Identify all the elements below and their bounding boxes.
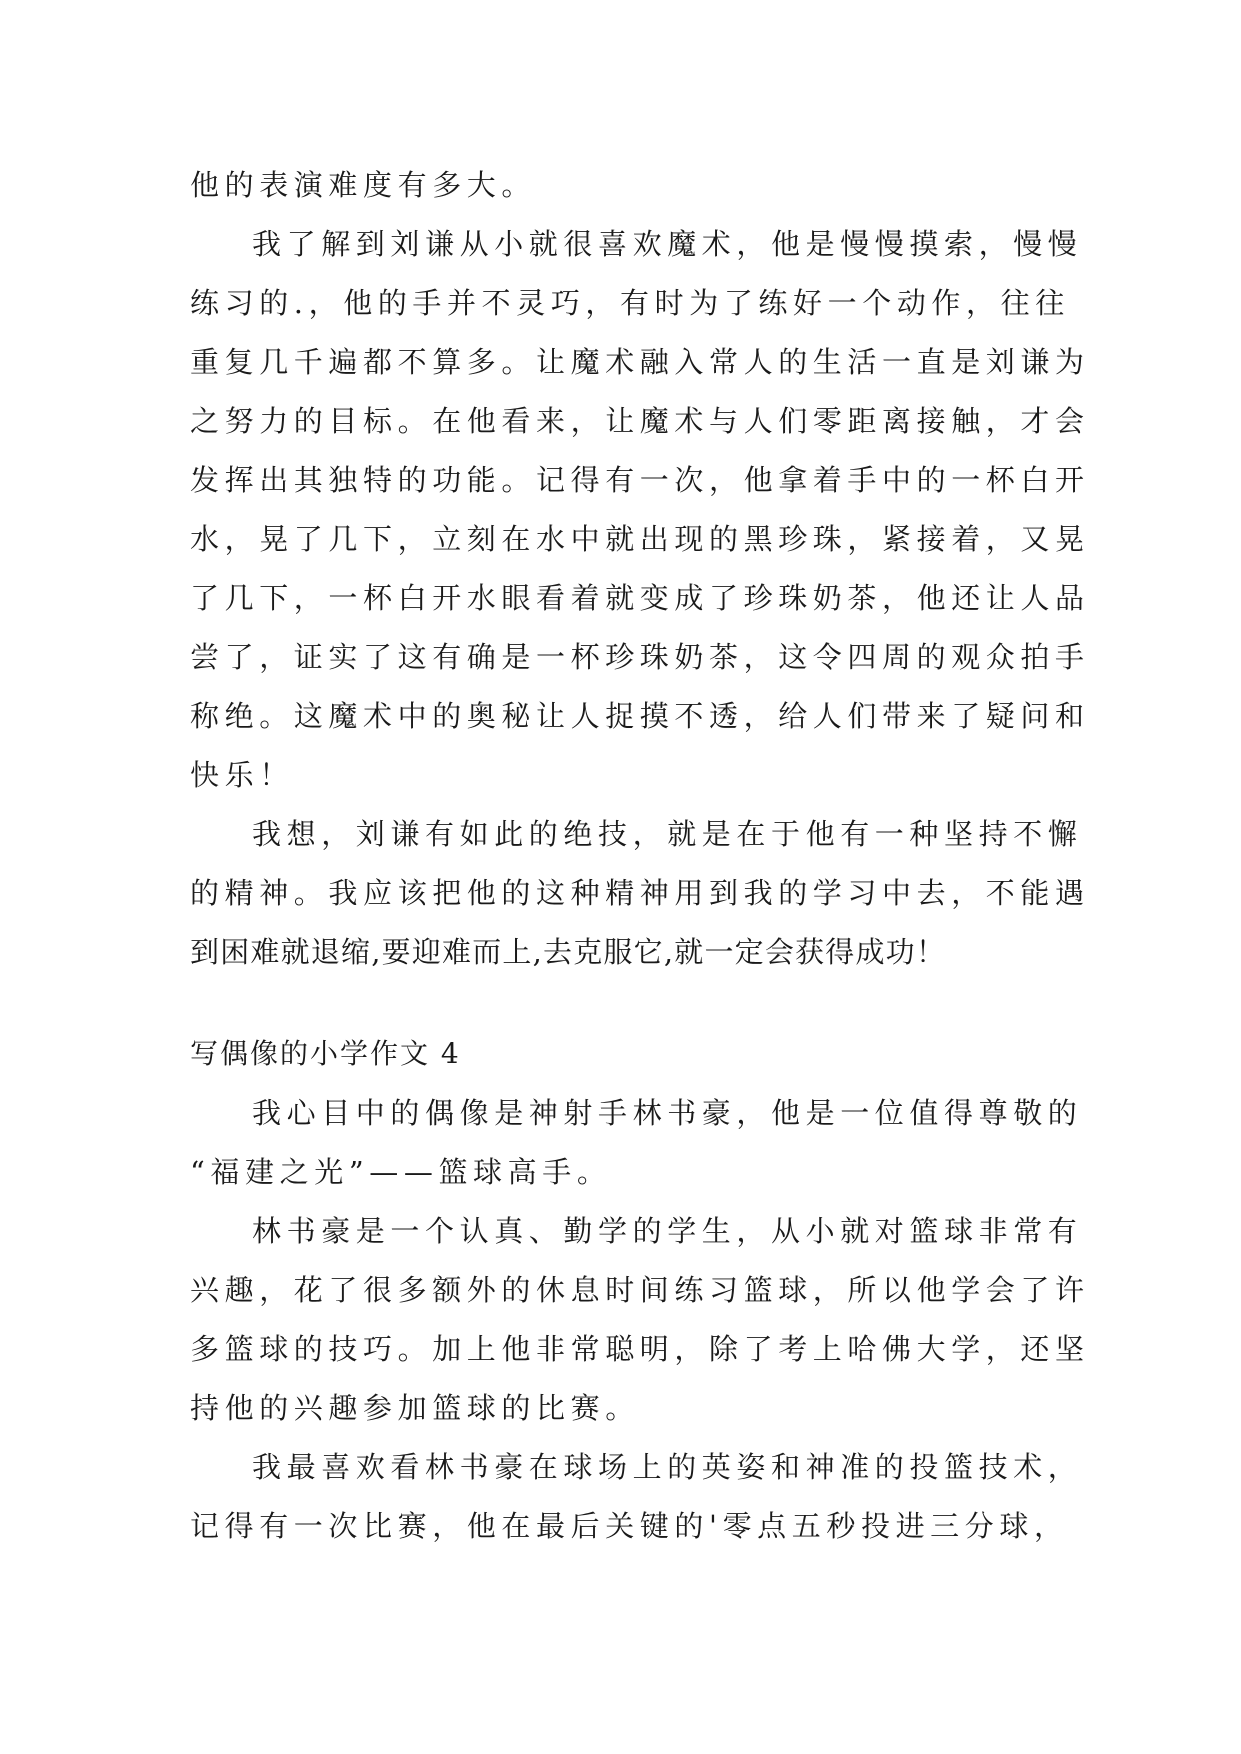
text-line: 他的表演难度有多大。 <box>190 168 537 202</box>
text-line: 到困难就退缩,要迎难而上,去克服它,就一定会获得成功！ <box>190 935 947 969</box>
text-line: 兴趣，花了很多额外的休息时间练习篮球，所以他学会了许 <box>190 1273 1090 1307</box>
text-line: 的精神。我应该把他的这种精神用到我的学习中去，不能遇 <box>190 876 1090 910</box>
text-line: 记得有一次比赛，他在最后关键的'零点五秒投进三分球， <box>190 1509 1069 1543</box>
text-line: 发挥出其独特的功能。记得有一次，他拿着手中的一杯白开 <box>190 463 1090 497</box>
text-line: 尝了，证实了这有确是一杯珍珠奶茶，这令四周的观众拍手 <box>190 640 1090 674</box>
paragraph-first-line: 我心目中的偶像是神射手林书豪，他是一位值得尊敬的 <box>252 1096 1083 1130</box>
paragraph-first-line: 我最喜欢看林书豪在球场上的英姿和神准的投篮技术， <box>252 1450 1083 1484</box>
paragraph-first-line: 我了解到刘谦从小就很喜欢魔术，他是慢慢摸索，慢慢 <box>252 227 1083 261</box>
text-line: 水，晃了几下，立刻在水中就出现的黑珍珠，紧接着，又晃 <box>190 522 1090 556</box>
paragraph-first-line: 我想，刘谦有如此的绝技，就是在于他有一种坚持不懈 <box>252 817 1083 851</box>
section-heading: 写偶像的小学作文 4 <box>190 1037 461 1070</box>
text-line: 多篮球的技巧。加上他非常聪明，除了考上哈佛大学，还坚 <box>190 1332 1090 1366</box>
text-line: “福建之光”——篮球高手。 <box>190 1155 612 1189</box>
text-line: 练习的.，他的手并不灵巧，有时为了练好一个动作，往往 <box>190 286 1070 320</box>
text-line: 了几下，一杯白开水眼看着就变成了珍珠奶茶，他还让人品 <box>190 581 1090 615</box>
text-line: 持他的兴趣参加篮球的比赛。 <box>190 1391 640 1425</box>
text-line: 称绝。这魔术中的奥秘让人捉摸不透，给人们带来了疑问和 <box>190 699 1090 733</box>
paragraph-first-line: 林书豪是一个认真、勤学的学生，从小就对篮球非常有 <box>252 1214 1083 1248</box>
text-line: 重复几千遍都不算多。让魔术融入常人的生活一直是刘谦为 <box>190 345 1090 379</box>
text-line: 快乐！ <box>190 758 294 792</box>
text-line: 之努力的目标。在他看来，让魔术与人们零距离接触，才会 <box>190 404 1090 438</box>
